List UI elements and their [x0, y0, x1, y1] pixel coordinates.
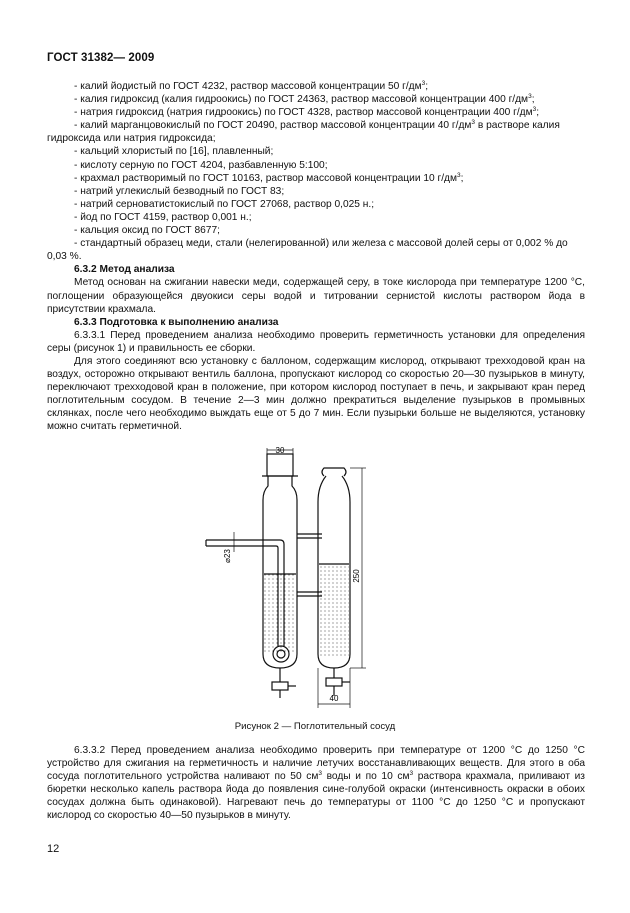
reagent-list: [47, 80, 585, 263]
reagent-item: [47, 93, 585, 106]
dimension-label-tube: ⌀23: [223, 549, 232, 563]
paragraph-6332-part-c: раствора крахмала, приливают из бюретки несколько капель раствора йода до появления сине-голубой окраски (интенсивность окраски в обоих сосудах должна быть одинаковой). Нагревают печь до температуры от 1100 °С до 1250 °С и пропускают кислород со скоростью 40—50 пузырьков в минуту.: [47, 771, 585, 822]
reagent-text: - натрий серноватистокислый по ГОСТ 27068, раствор 0,025 н.;: [74, 198, 375, 210]
reagent-text: - кислоту серную по ГОСТ 4204, разбавленную 5:100;: [74, 159, 328, 171]
reagent-item: [47, 106, 585, 119]
reagent-text: - калий йодистый по ГОСТ 4232, раствор массовой концентрации 50 г/дм: [74, 81, 422, 92]
superscript: 3: [528, 93, 532, 101]
section-heading-632: 6.3.2 Метод анализа: [74, 264, 175, 276]
reagent-item: [47, 159, 585, 172]
reagent-text: - стандартный образец меди, стали (нелегированной) или железа с массовой долей серы от 0,002 % до 0,03 %.: [47, 238, 568, 263]
superscript: 3: [409, 770, 414, 778]
reagent-text: - кальций хлористый по [16], плавленный;: [74, 146, 274, 158]
reagent-item: [47, 237, 585, 263]
reagent-item: [47, 224, 585, 237]
reagent-text: - натрия гидроксид (натрия гидроокись) по ГОСТ 4328, раствор массовой концентрации 400 г/дм: [74, 107, 533, 119]
left-stopper: [267, 454, 293, 476]
reagent-text: - натрий углекислый безводный по ГОСТ 83;: [74, 185, 285, 197]
main-text: [47, 80, 585, 434]
reagent-item: [47, 211, 585, 224]
reagent-text: - калий марганцовокислый по ГОСТ 20490, раствор массовой концентрации 40 г/дм: [74, 120, 472, 132]
paragraph-6332: [47, 744, 585, 823]
reagent-item: [47, 198, 585, 211]
paragraph-6332-part-a: 6.3.3.2 Перед проведением анализа необходимо проверить при температуре от 1200 °С до 1250 °С устройство для сжигания на герметичность и наличие летучих восстанавливающих веществ. Для этого в оба сосуда поглотительного устройства наливают по 50 см: [47, 745, 585, 783]
paragraph-6331: 6.3.3.1 Перед проведением анализа необходимо проверить герметичность установки для определения серы (рисунок 1) и правильность ее сборки.: [47, 329, 585, 354]
right-stopcock: [326, 678, 342, 686]
reagent-text: - йод по ГОСТ 4159, раствор 0,001 н.;: [74, 211, 252, 223]
superscript: 3: [532, 106, 537, 114]
reagent-text: - кальция оксид по ГОСТ 8677;: [74, 225, 220, 237]
superscript: 3: [471, 119, 476, 127]
reagent-item: [47, 172, 585, 185]
absorption-vessel-figure: [200, 446, 420, 714]
page-number: 12: [47, 843, 60, 855]
figure-caption: Рисунок 2 — Поглотительный сосуд: [234, 721, 396, 732]
absorption-vessel-drawing: [200, 446, 420, 714]
superscript: 3: [421, 80, 426, 87]
reagent-text-tail: ;: [531, 94, 535, 106]
dimension-label-top: 30: [275, 446, 285, 455]
reagent-text: - крахмал растворимый по ГОСТ 10163, раствор массовой концентрации 10 г/дм: [74, 172, 457, 184]
reagent-item: [47, 185, 585, 198]
method-paragraph: Метод основан на сжигании навески меди, содержащей серу, в токе кислорода при температуре 1200 °С, поглощении образующейся двуокиси серы водой и титровании сернистой кислоты раствором йода в присутствии крахмала.: [47, 277, 585, 315]
reagent-text-tail: в растворе калия гидроксида или натрия гидроксида;: [47, 120, 560, 145]
page-header: ГОСТ 31382— 2009: [47, 52, 155, 64]
section-heading-633: 6.3.3 Подготовка к выполнению анализа: [74, 316, 279, 328]
paragraph-6332-part-b: воды и по 10 см: [321, 771, 410, 783]
dimension-label-height: 250: [352, 569, 361, 583]
left-stopcock: [272, 682, 288, 690]
paragraph-6332-text: [47, 744, 585, 823]
dimension-label-bottom: 40: [329, 694, 339, 703]
reagent-item: [47, 145, 585, 158]
reagent-text: - калия гидроксид (калия гидроокись) по ГОСТ 24363, раствор массовой концентрации 400 г/дм: [74, 94, 529, 106]
reagent-text-tail: ;: [536, 107, 540, 119]
superscript: 3: [318, 770, 322, 778]
paragraph-leak-test: Для этого соединяют всю установку с баллоном, содержащим кислород, открывают трехходовой кран на воздух, осторожно открывают вентиль баллона, пропускают кислород со скоростью 20—30 пузырьков в минуту, переключают трехходовой кран в положение, при котором кислород поступает в печь, и закрывают кран перед поглотительным сосудом. В течение 2—3 мин должно прекратиться выделение пузырьков в промывных склянках, после чего необходимо выждать еще от 5 до 7 мин. Если пузырьки больше не выделяются, установку можно считать герметичной.: [47, 355, 585, 433]
reagent-item: [47, 119, 585, 145]
reagent-text-tail: ;: [460, 172, 464, 184]
reagent-item: [47, 80, 585, 93]
superscript: 3: [457, 171, 461, 179]
reagent-text-tail: ;: [425, 81, 429, 92]
